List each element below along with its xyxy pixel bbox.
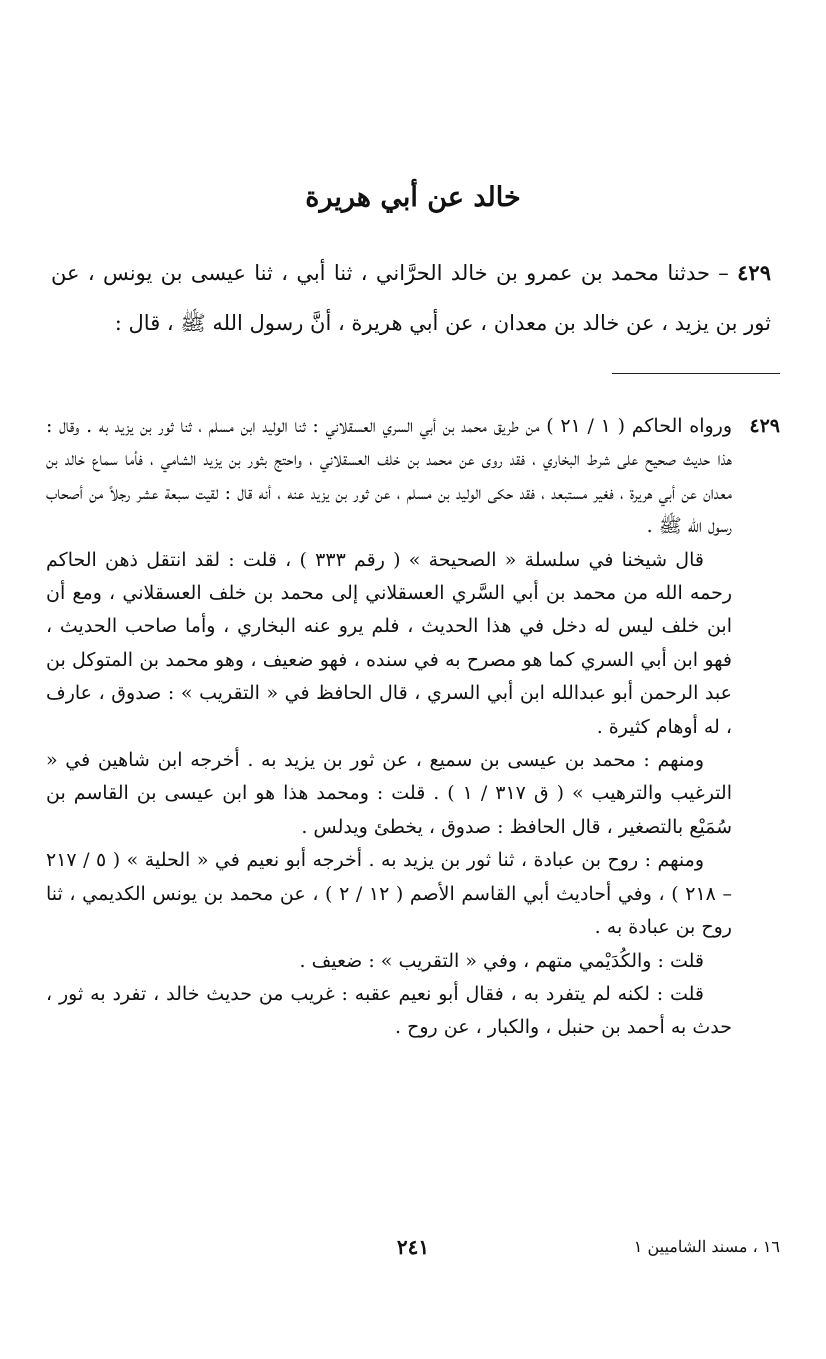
footnote-paragraph: ومنهم : محمد بن عيسى بن سميع ، عن ثور بن يزيد به . أخرجه ابن شاهين في « الترغيب والترهيب » ( ق ٣١٧ / ١ ) . قلت : ومحمد هذا هو ابن عيسى بن القاسم بن سُمَيْع بالتصغير ، قال الحافظ : صدوق ، يخطئ ويدلس . (46, 749, 732, 838)
footnote-paragraph: قلت : لكنه لم يتفرد به ، فقال أبو نعيم عقبه : غريب من حديث خالد ، تفرد به ثور ، حدث به أحمد بن حنبل ، والكبار ، عن روح . (46, 982, 732, 1039)
printer-signature: ١٦ ، مسند الشاميين ١ (633, 1237, 780, 1256)
footnote-number: ٤٢٩ (749, 415, 780, 437)
footnote-text: ورواه الحاكم ( ١ / ٢١ ) من طريق محمد بن أبي السري العسقلاني : ثنا الوليد ابن مسلم ، ثنا ثور بن يزيد به . وقال : هذا حديث صحيح على شرط البخاري ، فقد روى عن محمد بن خلف العسقلاني ، واحتج بثور بن يزيد الشامي ، فأما سماع خالد بن معدان عن أبي هريرة ، فغير مستبعد ، فقد حكى الوليد بن مسلم ، عن ثور بن يزيد عنه ، أنه قال : لقيت سبعة عشر رجلاً من أصحاب رسول الله ﷺ . (46, 415, 732, 538)
hadith-paragraph (51, 248, 771, 348)
footnote-paragraph: ومنهم : روح بن عبادة ، ثنا ثور بن يزيد به . أخرجه أبو نعيم في « الحلية » ( ٥ / ٢١٧ – ٢١٨ ) ، وفي أحاديث أبي القاسم الأصم ( ١٢ / ٢ ) ، عن محمد بن يونس الكديمي ، ثنا روح بن عبادة به . (46, 849, 732, 939)
footnote-paragraph (46, 410, 780, 544)
page-footer (0, 1232, 826, 1262)
section-heading: خالد عن أبي هريرة (305, 182, 521, 213)
footnote-divider (612, 373, 780, 374)
footnote-paragraph: قلت : والكُدَيْمي متهم ، وفي « التقريب » : ضعيف . (299, 949, 704, 972)
hadith-text: – حدثنا محمد بن عمرو بن خالد الحرَّاني ، ثنا أبي ، ثنا عيسى بن يونس ، عن ثور بن يزيد ، عن خالد بن معدان ، عن أبي هريرة ، أنَّ رسول الله ﷺ ، قال : (51, 261, 771, 335)
page-number: ٢٤١ (396, 1235, 430, 1259)
footnote-paragraph: قال شيخنا في سلسلة « الصحيحة » ( رقم ٣٣٣ ) ، قلت : لقد انتقل ذهن الحاكم رحمه الله من محمد بن أبي السَّري العسقلاني إلى محمد بن خلف العسقلاني ، ومع أن ابن خلف ليس له دخل في هذا الحديث ، فلم يرو عنه البخاري ، وأما صاحب الحديث ، فهو ابن أبي السري كما هو مصرح به في سنده ، فهو ضعيف ، وهو محمد بن المتوكل بن عبد الرحمن أبو عبدالله ابن أبي السري ، قال الحافظ في « التقريب » : صدوق ، عارف ، له أوهام كثيرة . (46, 548, 732, 738)
footnotes (46, 410, 780, 1045)
hadith-number: ٤٢٩ (737, 260, 771, 285)
